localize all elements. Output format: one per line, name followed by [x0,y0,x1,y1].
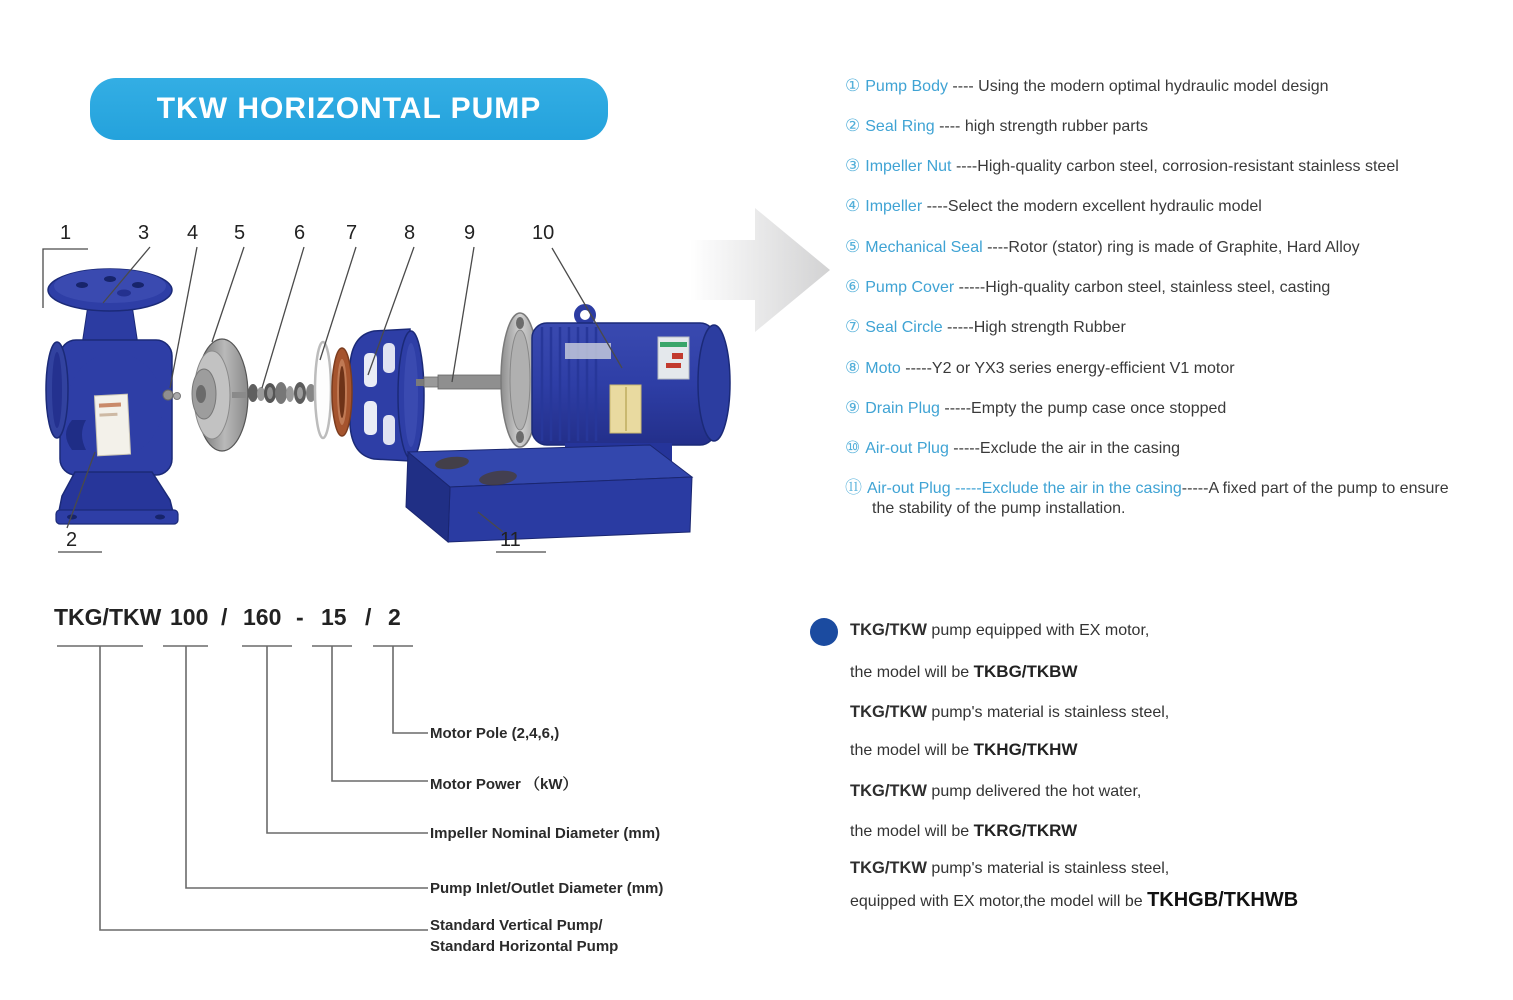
parts-list-item [845,237,1485,258]
part-desc: ---- Using the modern optimal hydraulic model design [947,78,1329,95]
part-desc: -----Y2 or YX3 series energy-efficient V1 motor [900,360,1235,377]
bullet-icon [810,618,838,646]
model-code-segment: / [365,604,372,630]
part-name: Air-out Plug [865,440,949,457]
part-callout-number: 6 [294,222,306,244]
model-code-text: TKBG/TKBW [973,662,1078,681]
parts-list-item [845,277,1485,298]
parts-list-item [845,478,1473,519]
model-code-segment: 160 [243,604,282,630]
brand-code: TKG/TKW [850,703,927,721]
parts-list-item [845,358,1485,379]
note-line: equipped with EX motor,the model will be TKHGB/TKHWB [850,889,1299,911]
motor-graphic [416,307,730,471]
part-desc: -----A fixed part of the pump to ensure the stability of the pump installation. [872,480,1449,517]
parts-list-item [845,317,1485,338]
brand-code: TKG/TKW [850,782,927,800]
model-code-segment: 15 [321,604,347,630]
model-code-callout-motor-pole: Motor Pole (2,4,6,) [430,725,560,742]
pump-base-graphic [406,445,692,542]
circled-number-icon: ⑩ [845,438,861,457]
note-line: the model will be TKBG/TKBW [850,662,1078,681]
model-code-segment: 2 [388,604,401,630]
parts-list-item [845,76,1485,97]
note-line: the model will be TKHG/TKHW [850,740,1078,759]
pump-exploded-diagram [20,215,760,570]
part-name: Pump Cover [865,279,955,296]
brand-code: TKG/TKW [850,621,927,639]
model-code-callout-inlet-outlet: Pump Inlet/Outlet Diameter (mm) [430,880,664,897]
part-desc: -----High strength Rubber [942,319,1126,336]
part-callout-number: 7 [346,222,358,244]
part-name: Seal Circle [865,319,943,336]
circled-number-icon: ⑥ [845,277,861,296]
circled-number-icon: ④ [845,196,861,215]
title-banner [90,78,608,140]
note-line: TKG/TKW pump equipped with EX motor, [850,621,1150,639]
parts-list-item [845,196,1485,217]
model-code-callout-standard-horizontal: Standard Horizontal Pump [430,938,619,955]
note-line: the model will be TKRG/TKRW [850,821,1078,840]
part-callout-number: 10 [532,222,555,244]
part-callout-number: 1 [60,222,72,244]
part-desc: -----Exclude the air in the casing [948,440,1181,457]
circled-number-icon: ⑤ [845,237,861,256]
note-line: TKG/TKW pump delivered the hot water, [850,782,1142,800]
part-name-extra: -----Exclude the air in the casing [950,480,1182,497]
seal-circle-graphic [315,342,331,438]
parts-list-item [845,156,1485,177]
part-name: Mechanical Seal [865,239,983,256]
note-line: TKG/TKW pump's material is stainless steel, [850,859,1170,877]
note-line: TKG/TKW pump's material is stainless steel, [850,703,1170,721]
part-desc: ----Rotor (stator) ring is made of Graphite, Hard Alloy [982,239,1360,256]
model-code-segment: - [296,604,304,630]
brand-code: TKG/TKW [850,859,927,877]
right-arrow-icon [685,200,835,340]
circled-number-icon: ⑪ [845,478,862,497]
part-name: Impeller Nut [865,158,952,175]
part-name: Seal Ring [865,118,935,135]
model-code-callout-motor-power: Motor Power （kW） [430,776,578,793]
page-title: TKW HORIZONTAL PUMP [156,92,542,125]
circled-number-icon: ⑨ [845,398,861,417]
model-code-callout-impeller-dia: Impeller Nominal Diameter (mm) [430,825,661,842]
circled-number-icon: ③ [845,156,861,175]
part-callout-number: 9 [464,222,476,244]
parts-list-item [845,116,1485,137]
model-code-text: TKHGB/TKHWB [1147,889,1299,911]
part-desc: ----High-quality carbon steel, corrosion-resistant stainless steel [951,158,1399,175]
part-name: Moto [865,360,901,377]
model-code-text: TKRG/TKRW [973,821,1078,840]
model-code-text: TKHG/TKHW [973,740,1078,759]
part-name: Impeller [865,198,923,215]
model-code-segment: TKG/TKW [54,604,162,630]
part-name: Drain Plug [865,400,940,417]
part-desc: ---- high strength rubber parts [934,118,1149,135]
parts-list-item [845,438,1485,459]
part-name: Pump Body [865,78,948,95]
circled-number-icon: ① [845,76,861,95]
circled-number-icon: ⑦ [845,317,861,336]
part-name: Air-out Plug [867,480,951,497]
model-code-segment: / [221,604,228,630]
part-callout-number: 3 [138,222,150,244]
part-callout-number: 4 [187,222,199,244]
part-desc: -----Empty the pump case once stopped [939,400,1227,417]
part-callout-number: 8 [404,222,416,244]
model-code-lines [40,600,460,970]
parts-list-item [845,398,1485,419]
part-desc: -----High-quality carbon steel, stainless steel, casting [954,279,1331,296]
part-desc: ----Select the modern excellent hydraulic model [922,198,1262,215]
pump-body-graphic [46,269,178,524]
part-callout-number: 5 [234,222,246,244]
circled-number-icon: ⑧ [845,358,861,377]
circled-number-icon: ② [845,116,861,135]
part-callout-number: 2 [66,529,78,551]
part-callout-number: 11 [500,529,521,551]
model-code-callout-standard-vertical: Standard Vertical Pump/ [430,917,603,934]
model-code-segment: 100 [170,604,209,630]
